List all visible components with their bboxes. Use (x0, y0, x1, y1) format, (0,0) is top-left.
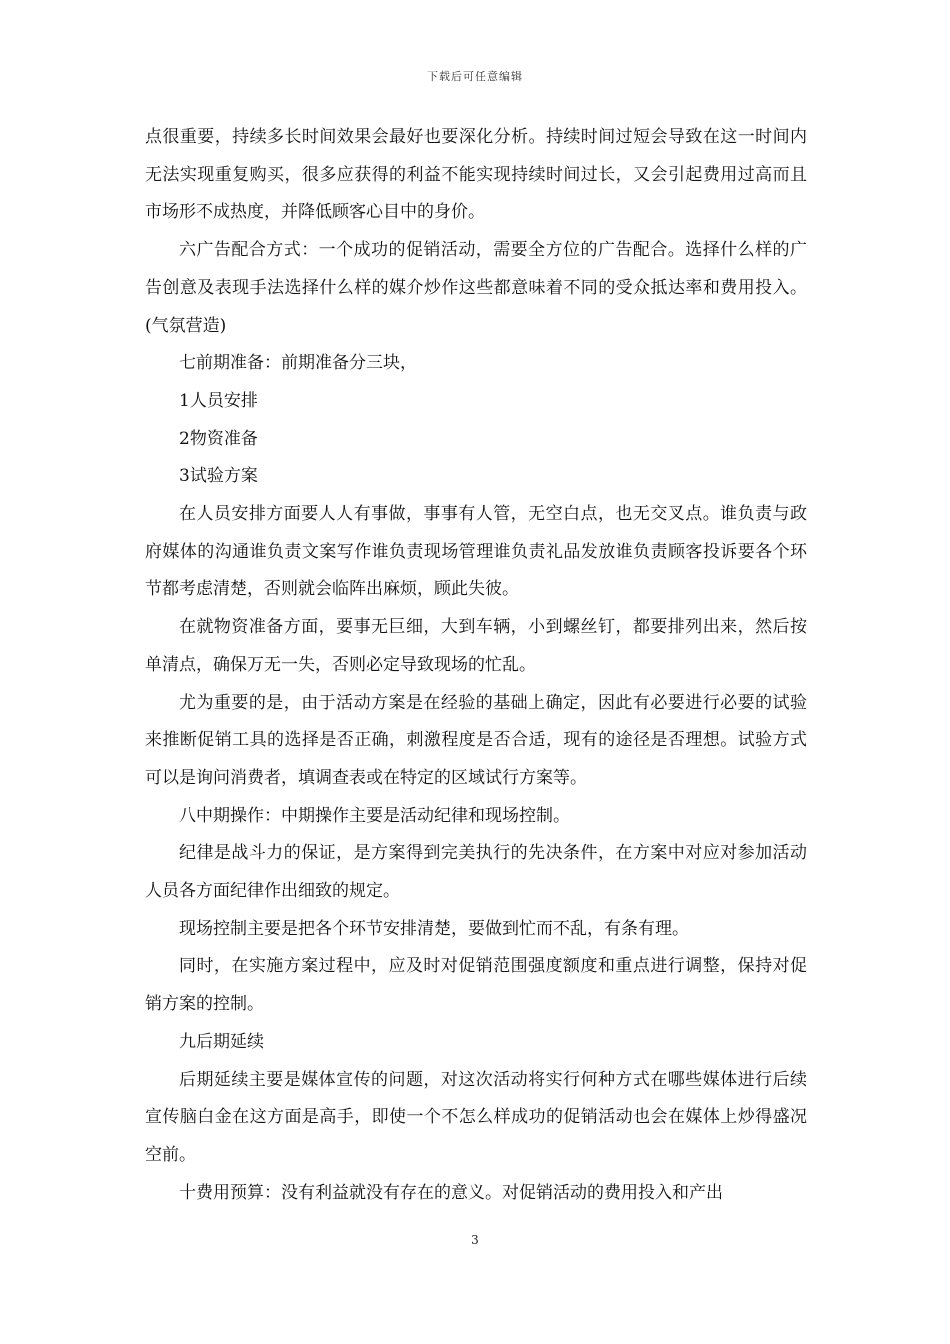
section-heading: 九后期延续 (179, 1031, 264, 1052)
paragraph: 后期延续主要是媒体宣传的问题，对这次活动将实行何种方式在哪些媒体进行后续宣传脑白金在这方面是高手，即使一个不怎么样成功的促销活动也会在媒体上炒得盛况空前。 (145, 1069, 807, 1165)
paragraph: 纪律是战斗力的保证，是方案得到完美执行的先决条件，在方案中对应对参加活动人员各方面纪律作出细致的规定。 (145, 843, 807, 902)
page-header: 下载后可任意编辑 (427, 70, 523, 83)
paragraph: 点很重要，持续多长时间效果会最好也要深化分析。持续时间过短会导致在这一时间内无法实现重复购买，很多应获得的利益不能实现持续时间过长，又会引起费用过高而且市场形不成热度，并降低顾客心目中的身价。 (145, 127, 807, 223)
paragraph: 同时，在实施方案过程中，应及时对促销范围强度额度和重点进行调整，保持对促销方案的控制。 (145, 956, 807, 1015)
paragraph: 在就物资准备方面，要事无巨细，大到车辆，小到螺丝钉，都要排列出来，然后按单清点，确保万无一失，否则必定导致现场的忙乱。 (145, 617, 807, 675)
list-item: 1人员安排 (179, 390, 258, 411)
paragraph: 在人员安排方面要人人有事做，事事有人管，无空白点，也无交叉点。谁负责与政府媒体的沟通谁负责文案写作谁负责现场管理谁负责礼品发放谁负责顾客投诉要各个环节都考虑清楚，否则就会临阵出麻烦，顾此失彼。 (145, 504, 807, 600)
paragraph: 尤为重要的是，由于活动方案是在经验的基础上确定，因此有必要进行必要的试验来推断促销工具的选择是否正确，刺激程度是否合适，现有的途径是否理想。试验方式可以是询问消费者，填调查表或在特定的区域试行方案等。 (145, 692, 807, 788)
paragraph: 现场控制主要是把各个环节安排清楚，要做到忙而不乱，有条有理。 (179, 918, 689, 939)
paragraph: 六广告配合方式：一个成功的促销活动，需要全方位的广告配合。选择什么样的广告创意及表现手法选择什么样的媒介炒作这些都意味着不同的受众抵达率和费用投入。(气氛营造) (145, 240, 807, 336)
section-heading: 七前期准备：前期准备分三块， (179, 353, 417, 374)
page-number: 3 (471, 1233, 479, 1247)
list-item: 2物资准备 (179, 428, 258, 449)
list-item: 3试验方案 (179, 466, 258, 487)
document-body (145, 119, 807, 1212)
paragraph: 十费用预算：没有利益就没有存在的意义。对促销活动的费用投入和产出 (179, 1182, 723, 1203)
section-heading: 八中期操作：中期操作主要是活动纪律和现场控制。 (179, 805, 570, 826)
